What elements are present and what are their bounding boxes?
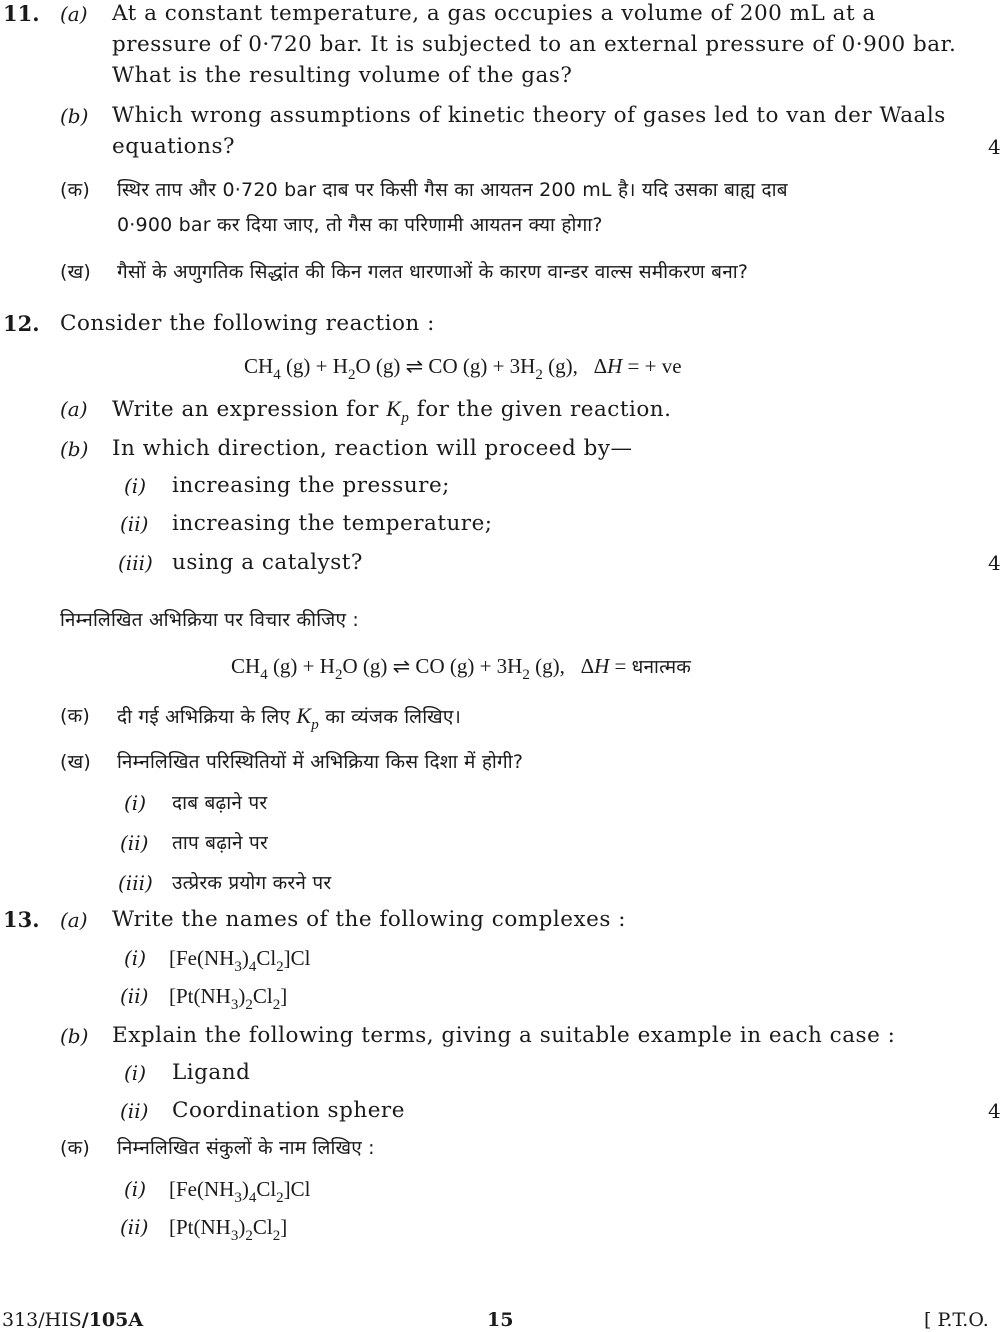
question-number: 13. — [3, 907, 40, 932]
question-text: What is the resulting volume of the gas? — [112, 63, 573, 88]
question-text: Consider the following reaction : — [60, 311, 435, 336]
question-text-hindi: 0·900 bar कर दिया जाए, तो गैस का परिणामी आयतन क्या होगा? — [117, 214, 603, 236]
reaction-equation: $CH_4$ $(g) + H_2O$ (g) ⇌ CO $(g) + 3H_2$ (g), ΔH = + ve — [244, 354, 682, 383]
sub-label: (i) — [124, 1061, 147, 1085]
reaction-equation-hindi: $CH_4$ $(g) + H_2O$ (g) ⇌ CO $(g) + 3H_2$ (g), ΔH = धनात्मक — [231, 654, 692, 683]
question-text-hindi: निम्नलिखित संकुलों के नाम लिखिए : — [117, 1137, 375, 1159]
sub-label: (ii) — [120, 984, 149, 1008]
part-label: (b) — [60, 1024, 89, 1048]
sub-label: (ii) — [120, 512, 149, 536]
complex-formula: $[Fe(NH_3)_4Cl_2]Cl$ — [169, 946, 311, 975]
question-text-hindi: गैसों के अणुगतिक सिद्धांत की किन गलत धारणाओं के कारण वान्डर वाल्स समीकरण बना? — [117, 261, 749, 283]
part-label: (क) — [60, 705, 91, 727]
sub-item-hindi: ताप बढ़ाने पर — [172, 832, 268, 854]
question-number: 12. — [3, 311, 40, 336]
sub-label: (ii) — [120, 1215, 149, 1239]
sub-label: (ii) — [120, 831, 149, 855]
part-label: (a) — [60, 397, 88, 421]
sub-label: (iii) — [118, 871, 153, 895]
sub-label: (iii) — [118, 551, 153, 575]
sub-item: increasing the pressure; — [172, 473, 450, 498]
sub-label: (i) — [124, 791, 147, 815]
question-text: At a constant temperature, a gas occupies a volume of 200 mL at a — [112, 1, 876, 26]
marks: 4 — [988, 1099, 1001, 1123]
question-text: pressure of 0·720 bar. It is subjected to an external pressure of 0·900 bar. — [112, 32, 957, 57]
question-number: 11. — [3, 1, 40, 26]
sub-item-hindi: दाब बढ़ाने पर — [172, 792, 268, 814]
question-text-hindi: निम्नलिखित परिस्थितियों में अभिक्रिया किस दिशा में होगी? — [117, 751, 524, 773]
part-label: (b) — [60, 104, 89, 128]
paper-code: 313/HIS/105A — [2, 1309, 144, 1331]
marks: 4 — [988, 551, 1001, 575]
question-text: equations? — [112, 134, 236, 159]
part-label: (ख) — [60, 751, 91, 773]
sub-item: Ligand — [172, 1060, 251, 1085]
sub-item-hindi: उत्प्रेरक प्रयोग करने पर — [172, 872, 332, 894]
part-label: (b) — [60, 437, 89, 461]
sub-item: using a catalyst? — [172, 550, 363, 575]
part-label: (a) — [60, 2, 88, 26]
question-text: Explain the following terms, giving a suitable example in each case : — [112, 1023, 896, 1048]
sub-item: Coordination sphere — [172, 1098, 405, 1123]
sub-label: (i) — [124, 474, 147, 498]
sub-item: increasing the temperature; — [172, 511, 493, 536]
complex-formula: $[Pt(NH_3)_2Cl_2]$ — [169, 1215, 288, 1244]
part-label: (क) — [60, 1137, 91, 1159]
sub-label: (i) — [124, 946, 147, 970]
part-label: (a) — [60, 908, 88, 932]
question-text: Which wrong assumptions of kinetic theory of gases led to van der Waals — [112, 103, 946, 128]
pto-note: [ P.T.O. — [924, 1309, 989, 1331]
part-label: (ख) — [60, 261, 91, 283]
question-text: Write the names of the following complexes : — [112, 907, 626, 932]
part-label: (क) — [60, 179, 91, 201]
question-text-hindi: दी गई अभिक्रिया के लिए $K_p$ का व्यंजक लिखिए। — [117, 703, 462, 733]
sub-label: (ii) — [120, 1099, 149, 1123]
complex-formula: $[Pt(NH_3)_2Cl_2]$ — [169, 984, 288, 1013]
sub-label: (i) — [124, 1177, 147, 1201]
question-text: In which direction, reaction will proceed by— — [112, 436, 633, 461]
complex-formula: $[Fe(NH_3)_4Cl_2]Cl$ — [169, 1177, 311, 1206]
question-text-hindi: स्थिर ताप और 0·720 bar दाब पर किसी गैस का आयतन 200 mL है। यदि उसका बाह्य दाब — [117, 179, 788, 201]
question-text-hindi: निम्नलिखित अभिक्रिया पर विचार कीजिए : — [60, 609, 360, 631]
question-text: Write an expression for $K_p$ for the given reaction. — [112, 396, 672, 426]
marks: 4 — [988, 135, 1001, 159]
page-number: 15 — [487, 1309, 514, 1331]
